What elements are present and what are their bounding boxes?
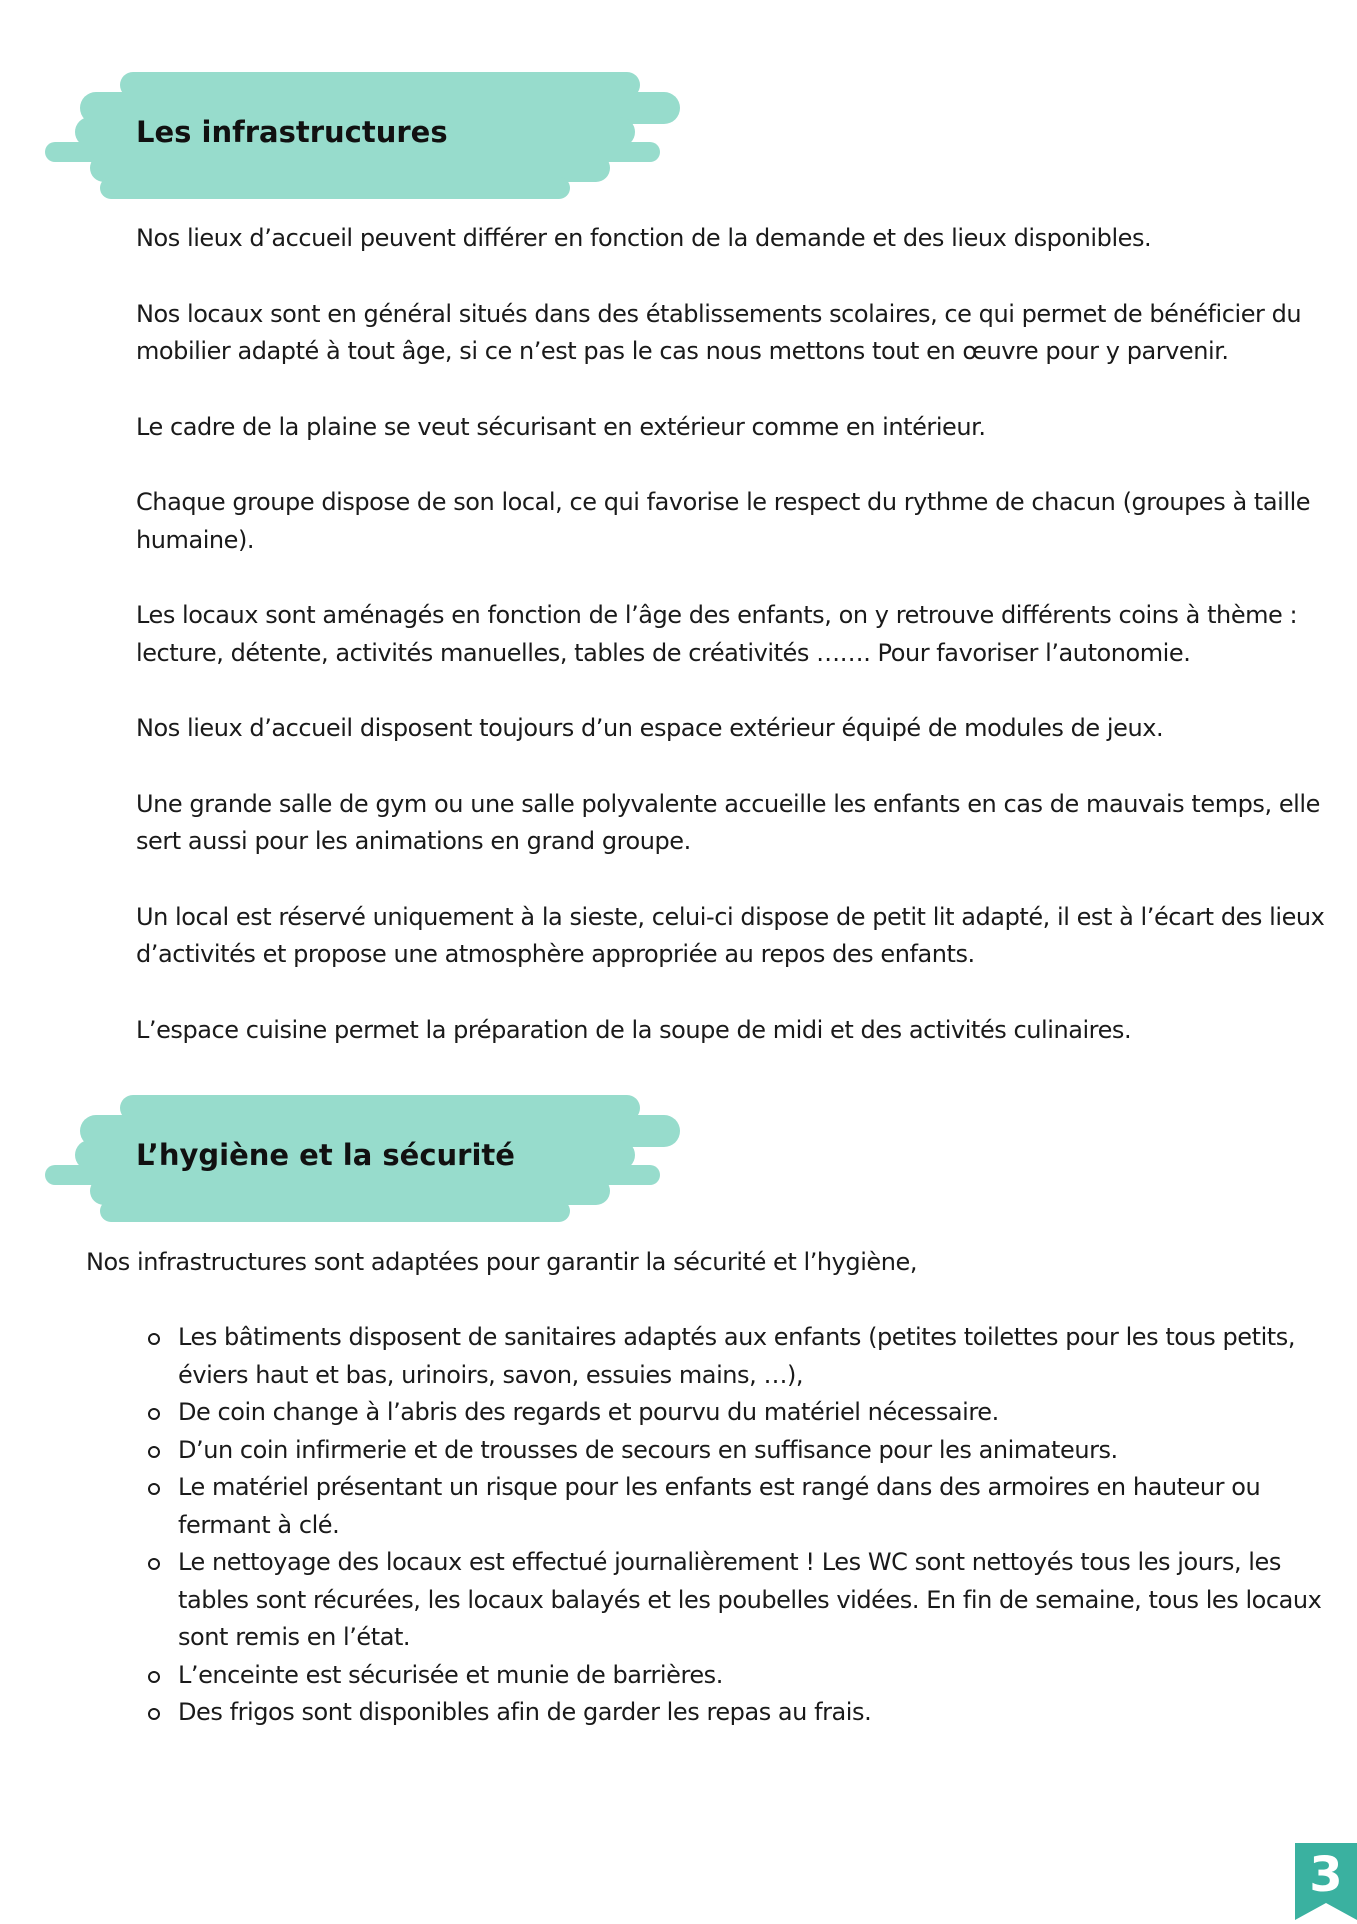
circle-bullet-icon: [148, 1408, 160, 1420]
page-number: 3: [1309, 1847, 1343, 1903]
list-item-text: Les bâtiments disposent de sanitaires adaptés aux enfants (petites toilettes pour les tous petits, éviers haut et bas, urinoirs, savon, essuies mains, …),: [178, 1323, 1295, 1389]
paragraph: Une grande salle de gym ou une salle polyvalente accueille les enfants en cas de mauvais temps, elle sert aussi pour les animations en grand groupe.: [136, 789, 1320, 855]
list-item: [178, 1394, 1338, 1432]
list-item-text: Des frigos sont disponibles afin de garder les repas au frais.: [178, 1698, 872, 1726]
list-item: [178, 1544, 1338, 1657]
section-title-hygiene-securite: L’hygiène et la sécurité: [136, 1138, 515, 1172]
circle-bullet-icon: [148, 1483, 160, 1495]
list-item-text: Le matériel présentant un risque pour les enfants est rangé dans des armoires en hauteur ou fermant à clé.: [178, 1473, 1261, 1539]
paragraph: Les locaux sont aménagés en fonction de l’âge des enfants, on y retrouve différents coins à thème : lecture, détente, activités manuelles, tables de créativités ……. Pour favoriser l’autonomie.: [136, 601, 1298, 667]
hygiene-bullet-list: [178, 1319, 1338, 1732]
page-number-badge: [1295, 1843, 1357, 1920]
list-item: [178, 1432, 1338, 1470]
paragraph: Nos lieux d’accueil disposent toujours d’un espace extérieur équipé de modules de jeux.: [136, 714, 1164, 742]
list-item-text: D’un coin infirmerie et de trousses de secours en suffisance pour les animateurs.: [178, 1435, 1118, 1464]
paragraph: Chaque groupe dispose de son local, ce qui favorise le respect du rythme de chacun (groupes à taille humaine).: [136, 488, 1311, 554]
circle-bullet-icon: [148, 1333, 160, 1345]
list-item: [178, 1657, 1338, 1695]
hygiene-intro: Nos infrastructures sont adaptées pour garantir la sécurité et l’hygiène,: [86, 1248, 917, 1276]
circle-bullet-icon: [148, 1558, 160, 1570]
paragraph: Nos lieux d’accueil peuvent différer en fonction de la demande et des lieux disponibles.: [136, 224, 1152, 252]
paragraph: Le cadre de la plaine se veut sécurisant en extérieur comme en intérieur.: [136, 412, 986, 441]
list-item-text: L’enceinte est sécurisée et munie de barrières.: [178, 1660, 723, 1689]
list-item: [178, 1319, 1338, 1394]
circle-bullet-icon: [148, 1446, 160, 1458]
circle-bullet-icon: [148, 1708, 160, 1720]
list-item: [178, 1469, 1338, 1544]
list-item-text: Le nettoyage des locaux est effectué journalièrement ! Les WC sont nettoyés tous les jours, les tables sont récurées, les locaux balayés et les poubelles vidées. En fin de semaine, tous les locaux sont remis en l’état.: [178, 1548, 1322, 1651]
circle-bullet-icon: [148, 1671, 160, 1683]
paragraph: L’espace cuisine permet la préparation de la soupe de midi et des activités culinaires.: [136, 1015, 1132, 1044]
paragraph: Un local est réservé uniquement à la sieste, celui-ci dispose de petit lit adapté, il est à l’écart des lieux d’activités et propose une atmosphère appropriée au repos des enfants.: [136, 902, 1325, 968]
section-title-infrastructures: Les infrastructures: [136, 115, 448, 149]
list-item-text: De coin change à l’abris des regards et pourvu du matériel nécessaire.: [178, 1398, 999, 1426]
paragraph: Nos locaux sont en général situés dans des établissements scolaires, ce qui permet de bénéficier du mobilier adapté à tout âge, si ce n’est pas le cas nous mettons tout en œuvre pour y parvenir.: [136, 299, 1302, 365]
infrastructures-body: [136, 220, 1336, 1087]
list-item: [178, 1694, 1338, 1732]
